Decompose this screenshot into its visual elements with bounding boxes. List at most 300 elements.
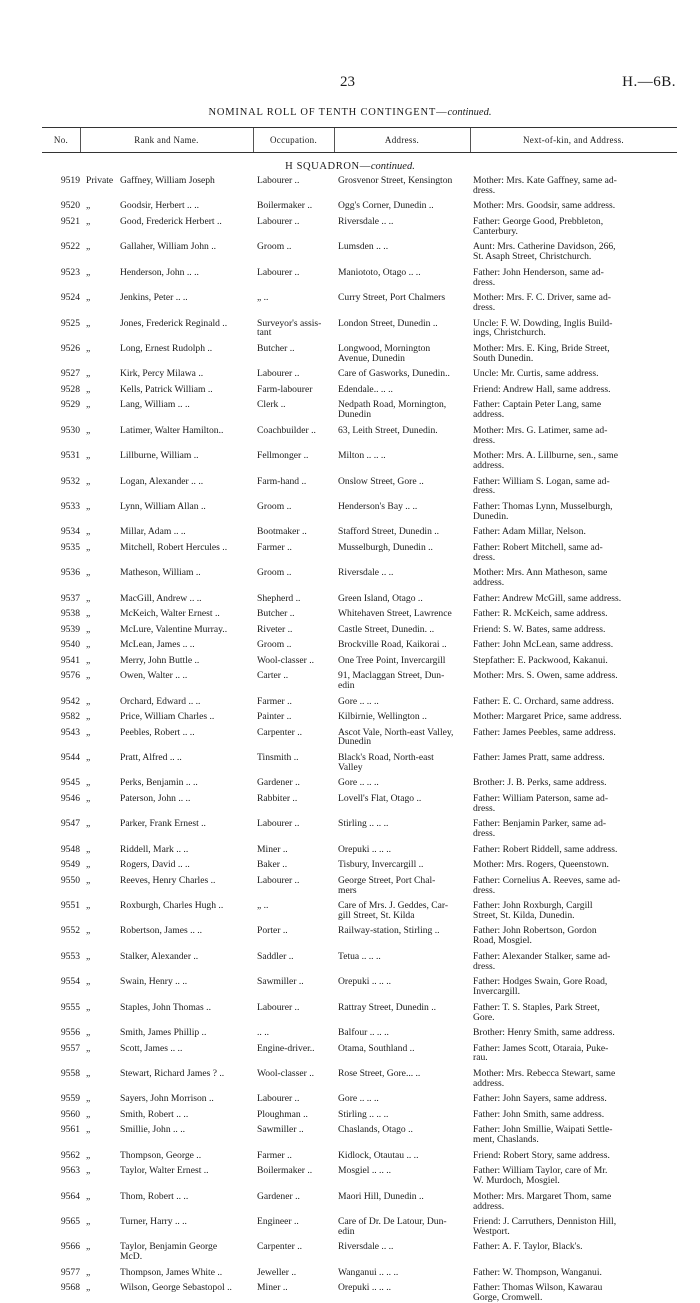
next-of-kin-line: Father: Robert Mitchell, same ad- bbox=[473, 542, 603, 553]
occupation: Rabbiter .. bbox=[257, 793, 298, 804]
occupation: Farmer .. bbox=[257, 696, 292, 707]
column-header-no: No. bbox=[53, 135, 69, 145]
rank: „ bbox=[86, 860, 91, 870]
next-of-kin-line: Father: George Good, Prebbleton, bbox=[473, 216, 604, 227]
table-row bbox=[0, 1069, 700, 1089]
table-header bbox=[42, 128, 677, 152]
next-of-kin-line: Aunt: Mrs. Catherine Davidson, 266, bbox=[473, 242, 616, 253]
next-of-kin bbox=[473, 845, 677, 855]
rank: „ bbox=[86, 951, 91, 962]
soldier-name: Henderson, John .. .. bbox=[120, 267, 199, 278]
service-number: 9523 bbox=[60, 267, 80, 278]
occupation: Groom .. bbox=[257, 640, 292, 650]
next-of-kin-line: Father: Captain Peter Lang, same bbox=[473, 400, 602, 411]
service-number: 9524 bbox=[60, 293, 80, 303]
table-row bbox=[0, 609, 700, 619]
address: Grosvenor Street, Kensington bbox=[338, 176, 453, 186]
address: Edendale.. .. .. bbox=[338, 384, 393, 395]
address: London Street, Dunedin .. bbox=[338, 318, 438, 329]
rank: „ bbox=[86, 778, 91, 789]
service-number: 9530 bbox=[60, 425, 80, 436]
occupation: Fellmonger .. bbox=[257, 451, 309, 461]
next-of-kin bbox=[473, 1069, 677, 1089]
next-of-kin-line: Gore. bbox=[473, 1011, 495, 1023]
next-of-kin bbox=[473, 176, 677, 196]
next-of-kin-line: Mother: Mrs. A. Lillburne, sen., same bbox=[473, 451, 618, 462]
rank: „ bbox=[86, 1267, 91, 1278]
soldier-name: Scott, James .. .. bbox=[120, 1043, 183, 1054]
rank: „ bbox=[86, 1242, 91, 1253]
next-of-kin-line: address. bbox=[473, 577, 505, 588]
service-number: 9532 bbox=[60, 476, 80, 487]
next-of-kin-line: address. bbox=[473, 460, 505, 471]
rank: „ bbox=[86, 542, 91, 553]
address-line: Care of Mrs. J. Geddes, Car- bbox=[338, 901, 449, 911]
service-number: 9563 bbox=[60, 1166, 80, 1177]
soldier-name: Millar, Adam .. .. bbox=[120, 527, 186, 538]
rank: „ bbox=[86, 926, 91, 937]
next-of-kin bbox=[473, 477, 677, 497]
address: Tisbury, Invercargill .. bbox=[338, 860, 424, 870]
next-of-kin-line: Father: Alexander Stalker, same ad- bbox=[473, 951, 611, 962]
occupation: Painter .. bbox=[257, 712, 292, 722]
service-number: 9540 bbox=[60, 640, 80, 650]
service-number: 9556 bbox=[60, 1028, 80, 1038]
occupation: Saddler .. bbox=[257, 951, 294, 962]
occupation: Farm-hand .. bbox=[257, 476, 307, 487]
service-number: 9565 bbox=[60, 1217, 80, 1227]
next-of-kin-line: Father: John Sayers, same address. bbox=[473, 1094, 607, 1105]
service-number: 9534 bbox=[60, 527, 80, 538]
next-of-kin bbox=[473, 527, 677, 537]
soldier-name: McLure, Valentine Murray.. bbox=[120, 624, 228, 635]
service-number: 9551 bbox=[60, 901, 80, 911]
address: Ogg's Corner, Dunedin .. bbox=[338, 201, 434, 212]
address: Brockville Road, Kaikorai .. bbox=[338, 640, 447, 650]
service-number: 9568 bbox=[60, 1283, 80, 1294]
rank: „ bbox=[86, 1002, 91, 1013]
next-of-kin bbox=[473, 451, 677, 471]
next-of-kin-line: Mother: Mrs. Goodsir, same address. bbox=[473, 201, 616, 212]
occupation: Labourer .. bbox=[257, 267, 300, 278]
soldier-name: Latimer, Walter Hamilton.. bbox=[120, 425, 224, 436]
next-of-kin bbox=[473, 656, 677, 666]
soldier-name: Goodsir, Herbert .. .. bbox=[120, 201, 200, 212]
rank: „ bbox=[86, 1094, 91, 1105]
service-number: 9560 bbox=[60, 1109, 80, 1120]
service-number: 9548 bbox=[60, 844, 80, 855]
table-row bbox=[0, 385, 700, 395]
address: Green Island, Otago .. bbox=[338, 593, 423, 604]
soldier-name bbox=[120, 1242, 246, 1262]
occupation: Riveter .. bbox=[257, 624, 293, 635]
next-of-kin bbox=[473, 1268, 677, 1278]
service-number: 9553 bbox=[60, 951, 80, 962]
soldier-name: Long, Ernest Rudolph .. bbox=[120, 343, 213, 354]
occupation: Coachbuilder .. bbox=[257, 425, 316, 436]
address: Lumsden .. .. bbox=[338, 242, 389, 253]
service-number: 9558 bbox=[60, 1068, 80, 1079]
rank: „ bbox=[86, 1068, 91, 1079]
next-of-kin-line: Mother: Mrs. F. C. Driver, same ad- bbox=[473, 293, 611, 304]
address: Mosgiel .. .. .. bbox=[338, 1166, 392, 1177]
next-of-kin bbox=[473, 385, 677, 395]
rank: „ bbox=[86, 696, 91, 707]
service-number: 9566 bbox=[60, 1242, 80, 1253]
soldier-name: Lynn, William Allan .. bbox=[120, 501, 206, 512]
address: Chaslands, Otago .. bbox=[338, 1125, 413, 1136]
table-row bbox=[0, 594, 700, 604]
occupation: „ .. bbox=[257, 293, 269, 303]
address-line: Dunedin bbox=[338, 736, 372, 748]
table-row bbox=[0, 201, 700, 211]
table-row bbox=[0, 1268, 700, 1278]
service-number: 9544 bbox=[60, 752, 80, 763]
soldier-name: Matheson, William .. bbox=[120, 568, 201, 579]
table-row bbox=[0, 819, 700, 839]
table-row bbox=[0, 1110, 700, 1120]
next-of-kin-line: dress. bbox=[473, 485, 496, 497]
address: Onslow Street, Gore .. bbox=[338, 476, 424, 487]
address bbox=[338, 344, 467, 364]
next-of-kin-line: Father: Cornelius A. Reeves, same ad- bbox=[473, 875, 621, 886]
next-of-kin-line: Father: James Pratt, same address. bbox=[473, 752, 605, 763]
next-of-kin-line: Father: John Smith, same address. bbox=[473, 1109, 605, 1120]
occupation: Labourer .. bbox=[257, 819, 300, 830]
next-of-kin-line: Father: William Taylor, care of Mr. bbox=[473, 1166, 608, 1177]
next-of-kin bbox=[473, 1151, 677, 1161]
rank: „ bbox=[86, 501, 91, 512]
next-of-kin-line: Father: Benjamin Parker, same ad- bbox=[473, 819, 607, 830]
soldier-name: Staples, John Thomas .. bbox=[120, 1002, 211, 1013]
rank: „ bbox=[86, 201, 91, 212]
address: Maori Hill, Dunedin .. bbox=[338, 1191, 424, 1202]
column-header-next-of-kin: Next-of-kin, and Address. bbox=[523, 135, 624, 145]
soldier-name: Wilson, George Sebastopol .. bbox=[120, 1283, 232, 1294]
service-number: 9526 bbox=[60, 343, 80, 354]
soldier-name-line: McD. bbox=[120, 1251, 143, 1263]
address: Orepuki .. .. .. bbox=[338, 1283, 392, 1294]
address: Gore .. .. .. bbox=[338, 1094, 379, 1105]
address: Riversdale .. .. bbox=[338, 216, 394, 227]
address: One Tree Point, Invercargill bbox=[338, 655, 446, 666]
occupation: Bootmaker .. bbox=[257, 527, 307, 538]
next-of-kin bbox=[473, 293, 677, 313]
next-of-kin bbox=[473, 671, 677, 681]
next-of-kin-line: Mother: Mrs. Margaret Thom, same bbox=[473, 1191, 612, 1202]
next-of-kin-line: Mother: Mrs. Ann Matheson, same bbox=[473, 568, 608, 579]
address-line: Dunedin bbox=[338, 409, 372, 421]
address: Rose Street, Gore... .. bbox=[338, 1068, 421, 1079]
address-line: Care of Dr. De Latour, Dun- bbox=[338, 1217, 447, 1227]
next-of-kin-line: Friend: J. Carruthers, Denniston Hill, bbox=[473, 1217, 617, 1227]
table-row bbox=[0, 293, 700, 313]
service-number: 9535 bbox=[60, 542, 80, 553]
address bbox=[338, 1217, 467, 1237]
service-number: 9576 bbox=[60, 671, 80, 681]
rank: „ bbox=[86, 844, 91, 855]
occupation: Gardener .. bbox=[257, 778, 300, 789]
soldier-name: Good, Frederick Herbert .. bbox=[120, 216, 222, 227]
next-of-kin bbox=[473, 1242, 677, 1252]
next-of-kin-line: Brother: J. B. Perks, same address. bbox=[473, 778, 607, 789]
next-of-kin bbox=[473, 502, 677, 522]
address: Stafford Street, Dunedin .. bbox=[338, 527, 440, 538]
service-number: 9522 bbox=[60, 242, 80, 253]
rank: „ bbox=[86, 1283, 91, 1294]
occupation: Farmer .. bbox=[257, 1150, 292, 1161]
rank: „ bbox=[86, 752, 91, 763]
rank: „ bbox=[86, 1191, 91, 1202]
rank: „ bbox=[86, 901, 91, 911]
table-row bbox=[0, 217, 700, 237]
soldier-name: Roxburgh, Charles Hugh .. bbox=[120, 901, 224, 911]
service-number: 9545 bbox=[60, 778, 80, 789]
table-row bbox=[0, 1028, 700, 1038]
next-of-kin-line: Father: William Paterson, same ad- bbox=[473, 793, 609, 804]
occupation: Labourer .. bbox=[257, 1002, 300, 1013]
next-of-kin-line: Dunedin. bbox=[473, 510, 509, 522]
service-number: 9527 bbox=[60, 369, 80, 380]
address: Orepuki .. .. .. bbox=[338, 977, 392, 988]
service-number: 9562 bbox=[60, 1150, 80, 1161]
soldier-name: McLean, James .. .. bbox=[120, 640, 195, 650]
service-number: 9520 bbox=[60, 201, 80, 212]
table-row bbox=[0, 901, 700, 921]
rank: „ bbox=[86, 593, 91, 604]
next-of-kin bbox=[473, 319, 677, 339]
document-reference: H.—6B. bbox=[622, 74, 676, 90]
rank: Private bbox=[86, 176, 114, 186]
table-row bbox=[0, 1125, 700, 1145]
address: Riversdale .. .. bbox=[338, 568, 394, 579]
table-row bbox=[0, 712, 700, 722]
rank: „ bbox=[86, 343, 91, 354]
table-row bbox=[0, 527, 700, 537]
address-line: Longwood, Mornington bbox=[338, 343, 431, 354]
service-number: 9554 bbox=[60, 977, 80, 988]
next-of-kin bbox=[473, 201, 677, 211]
address-line: Valley bbox=[338, 761, 363, 773]
next-of-kin bbox=[473, 819, 677, 839]
occupation: Butcher .. bbox=[257, 609, 295, 619]
next-of-kin bbox=[473, 926, 677, 946]
next-of-kin-line: Father: James Scott, Otaraia, Puke- bbox=[473, 1043, 609, 1054]
service-number: 9552 bbox=[60, 926, 80, 937]
next-of-kin-line: Father: John McLean, same address. bbox=[473, 640, 614, 650]
occupation: Farmer .. bbox=[257, 542, 292, 553]
occupation: Engine-driver.. bbox=[257, 1043, 315, 1054]
occupation: Gardener .. bbox=[257, 1191, 300, 1202]
service-number: 9557 bbox=[60, 1043, 80, 1054]
soldier-name: Perks, Benjamin .. .. bbox=[120, 778, 198, 789]
soldier-name: Paterson, John .. .. bbox=[120, 793, 191, 804]
address bbox=[338, 753, 467, 773]
rank: „ bbox=[86, 527, 91, 538]
next-of-kin bbox=[473, 1003, 677, 1023]
rank: „ bbox=[86, 875, 91, 886]
soldier-name: Stalker, Alexander .. bbox=[120, 951, 199, 962]
next-of-kin-line: Father: John Roxburgh, Cargill bbox=[473, 901, 593, 911]
table-row bbox=[0, 753, 700, 773]
table-row bbox=[0, 697, 700, 707]
next-of-kin bbox=[473, 242, 677, 262]
address-line: Ascot Vale, North-east Valley, bbox=[338, 727, 454, 738]
next-of-kin-line: Mother: Mrs. S. Owen, same address. bbox=[473, 671, 618, 681]
soldier-name: Rogers, David .. .. bbox=[120, 860, 190, 870]
next-of-kin-line: dress. bbox=[473, 802, 496, 814]
section-title: H SQUADRON— bbox=[285, 161, 371, 172]
soldier-name: Peebles, Robert .. .. bbox=[120, 727, 195, 738]
address: Riversdale .. .. bbox=[338, 1242, 394, 1253]
address: 63, Leith Street, Dunedin. bbox=[338, 425, 438, 436]
table-row bbox=[0, 728, 700, 748]
occupation: Groom .. bbox=[257, 501, 292, 512]
next-of-kin-line: Mother: Mrs. G. Latimer, same ad- bbox=[473, 425, 608, 436]
occupation: Boilermaker .. bbox=[257, 201, 313, 212]
next-of-kin-line: Mother: Mrs. Kate Gaffney, same ad- bbox=[473, 176, 617, 186]
occupation: Groom .. bbox=[257, 568, 292, 579]
roll-title-suffix: continued. bbox=[447, 107, 492, 118]
next-of-kin-line: address. bbox=[473, 1200, 505, 1212]
next-of-kin-line: South Dunedin. bbox=[473, 352, 534, 364]
rank: „ bbox=[86, 1217, 91, 1227]
service-number: 9531 bbox=[60, 451, 80, 461]
table-row bbox=[0, 426, 700, 446]
address bbox=[338, 400, 467, 420]
address-line: gill Street, St. Kilda bbox=[338, 909, 415, 921]
next-of-kin-line: Invercargill. bbox=[473, 986, 520, 997]
next-of-kin bbox=[473, 712, 677, 722]
rank: „ bbox=[86, 267, 91, 278]
soldier-name: Mitchell, Robert Hercules .. bbox=[120, 542, 228, 553]
next-of-kin-line: St. Asaph Street, Christchurch. bbox=[473, 251, 592, 263]
soldier-name: Jones, Frederick Reginald .. bbox=[120, 318, 228, 329]
table-row bbox=[0, 671, 700, 691]
soldier-name: Lillburne, William .. bbox=[120, 451, 199, 461]
service-number: 9519 bbox=[60, 176, 80, 186]
address-line: Nedpath Road, Mornington, bbox=[338, 400, 447, 411]
rank: „ bbox=[86, 624, 91, 635]
next-of-kin-line: Mother: Margaret Price, same address. bbox=[473, 712, 622, 722]
table-row bbox=[0, 656, 700, 666]
next-of-kin-line: ings, Christchurch. bbox=[473, 327, 546, 339]
occupation: Groom .. bbox=[257, 242, 292, 253]
table-row bbox=[0, 794, 700, 814]
section-suffix: continued. bbox=[370, 161, 415, 172]
rank: „ bbox=[86, 977, 91, 988]
address: Care of Gasworks, Dunedin.. bbox=[338, 369, 450, 380]
roll-title bbox=[0, 107, 700, 118]
occupation: Labourer .. bbox=[257, 1094, 300, 1105]
next-of-kin-line: Father: John Smillie, Waipati Settle- bbox=[473, 1125, 613, 1136]
next-of-kin-line: Road, Mosgiel. bbox=[473, 935, 532, 947]
service-number: 9564 bbox=[60, 1191, 80, 1202]
column-header-occupation: Occupation. bbox=[269, 135, 318, 145]
next-of-kin-line: Uncle: Mr. Curtis, same address. bbox=[473, 369, 599, 380]
next-of-kin bbox=[473, 876, 677, 896]
next-of-kin-line: W. Murdoch, Mosgiel. bbox=[473, 1175, 560, 1186]
address: Lovell's Flat, Otago .. bbox=[338, 793, 422, 804]
next-of-kin-line: Father: Adam Millar, Nelson. bbox=[473, 527, 586, 538]
table-row bbox=[0, 1044, 700, 1064]
roll-title-text: NOMINAL ROLL OF TENTH CONTINGENT— bbox=[208, 107, 448, 118]
next-of-kin-line: Street, St. Kilda, Dunedin. bbox=[473, 909, 575, 921]
address-line: edin bbox=[338, 680, 355, 691]
service-number: 9533 bbox=[60, 501, 80, 512]
soldier-name: Logan, Alexander .. .. bbox=[120, 476, 204, 487]
next-of-kin-line: dress. bbox=[473, 276, 496, 288]
table-row bbox=[0, 369, 700, 379]
address: Milton .. .. .. bbox=[338, 451, 386, 461]
next-of-kin-line: Father: Robert Riddell, same address. bbox=[473, 844, 618, 855]
next-of-kin-line: Father: John Henderson, same ad- bbox=[473, 267, 604, 278]
address: Curry Street, Port Chalmers bbox=[338, 293, 446, 303]
next-of-kin-line: Father: A. F. Taylor, Black's. bbox=[473, 1242, 583, 1253]
rank: „ bbox=[86, 793, 91, 804]
address-line: Black's Road, North-east bbox=[338, 752, 434, 763]
service-number: 9559 bbox=[60, 1094, 80, 1105]
soldier-name: Pratt, Alfred .. .. bbox=[120, 752, 182, 763]
address: Musselburgh, Dunedin .. bbox=[338, 542, 433, 553]
soldier-name: Riddell, Mark .. .. bbox=[120, 844, 189, 855]
occupation-line: Surveyor's assis- bbox=[257, 318, 322, 329]
next-of-kin bbox=[473, 1166, 677, 1186]
address-line: 91, Maclaggan Street, Dun- bbox=[338, 671, 445, 682]
occupation: Wool-classer .. bbox=[257, 1068, 315, 1079]
occupation: Carter .. bbox=[257, 671, 289, 681]
address bbox=[338, 671, 467, 691]
rank: „ bbox=[86, 568, 91, 579]
next-of-kin bbox=[473, 860, 677, 870]
table-row bbox=[0, 1217, 700, 1237]
next-of-kin-line: Father: R. McKeich, same address. bbox=[473, 609, 608, 619]
occupation: Wool-classer .. bbox=[257, 655, 315, 666]
occupation bbox=[257, 319, 333, 339]
soldier-name: Turner, Harry .. .. bbox=[120, 1217, 187, 1227]
soldier-name: Gaffney, William Joseph bbox=[120, 176, 215, 186]
next-of-kin-line: dress. bbox=[473, 828, 496, 839]
rank: „ bbox=[86, 318, 91, 329]
rank: „ bbox=[86, 712, 91, 722]
service-number: 9555 bbox=[60, 1002, 80, 1013]
next-of-kin-line: Mother: Mrs. E. King, Bride Street, bbox=[473, 343, 610, 354]
soldier-name: Price, William Charles .. bbox=[120, 712, 215, 722]
table-header-rule bbox=[42, 152, 677, 153]
table-row bbox=[0, 543, 700, 563]
next-of-kin-line: Mother: Mrs. Rogers, Queenstown. bbox=[473, 860, 609, 870]
next-of-kin-line: Mother: Mrs. Rebecca Stewart, same bbox=[473, 1068, 616, 1079]
rank: „ bbox=[86, 216, 91, 227]
table-row bbox=[0, 1192, 700, 1212]
address: Orepuki .. .. .. bbox=[338, 844, 392, 855]
table-row bbox=[0, 1094, 700, 1104]
address-line: Avenue, Dunedin bbox=[338, 352, 405, 364]
rank: „ bbox=[86, 242, 91, 253]
service-number: 9577 bbox=[60, 1267, 80, 1278]
next-of-kin bbox=[473, 728, 677, 738]
soldier-name: Swain, Henry .. .. bbox=[120, 977, 188, 988]
next-of-kin-line: dress. bbox=[473, 434, 496, 446]
next-of-kin-line: Father: W. Thompson, Wanganui. bbox=[473, 1267, 602, 1278]
address bbox=[338, 728, 467, 748]
rank: „ bbox=[86, 671, 91, 681]
service-number: 9538 bbox=[60, 609, 80, 619]
occupation: Jeweller .. bbox=[257, 1267, 297, 1278]
next-of-kin bbox=[473, 794, 677, 814]
address: Gore .. .. .. bbox=[338, 696, 379, 707]
table-row bbox=[0, 344, 700, 364]
